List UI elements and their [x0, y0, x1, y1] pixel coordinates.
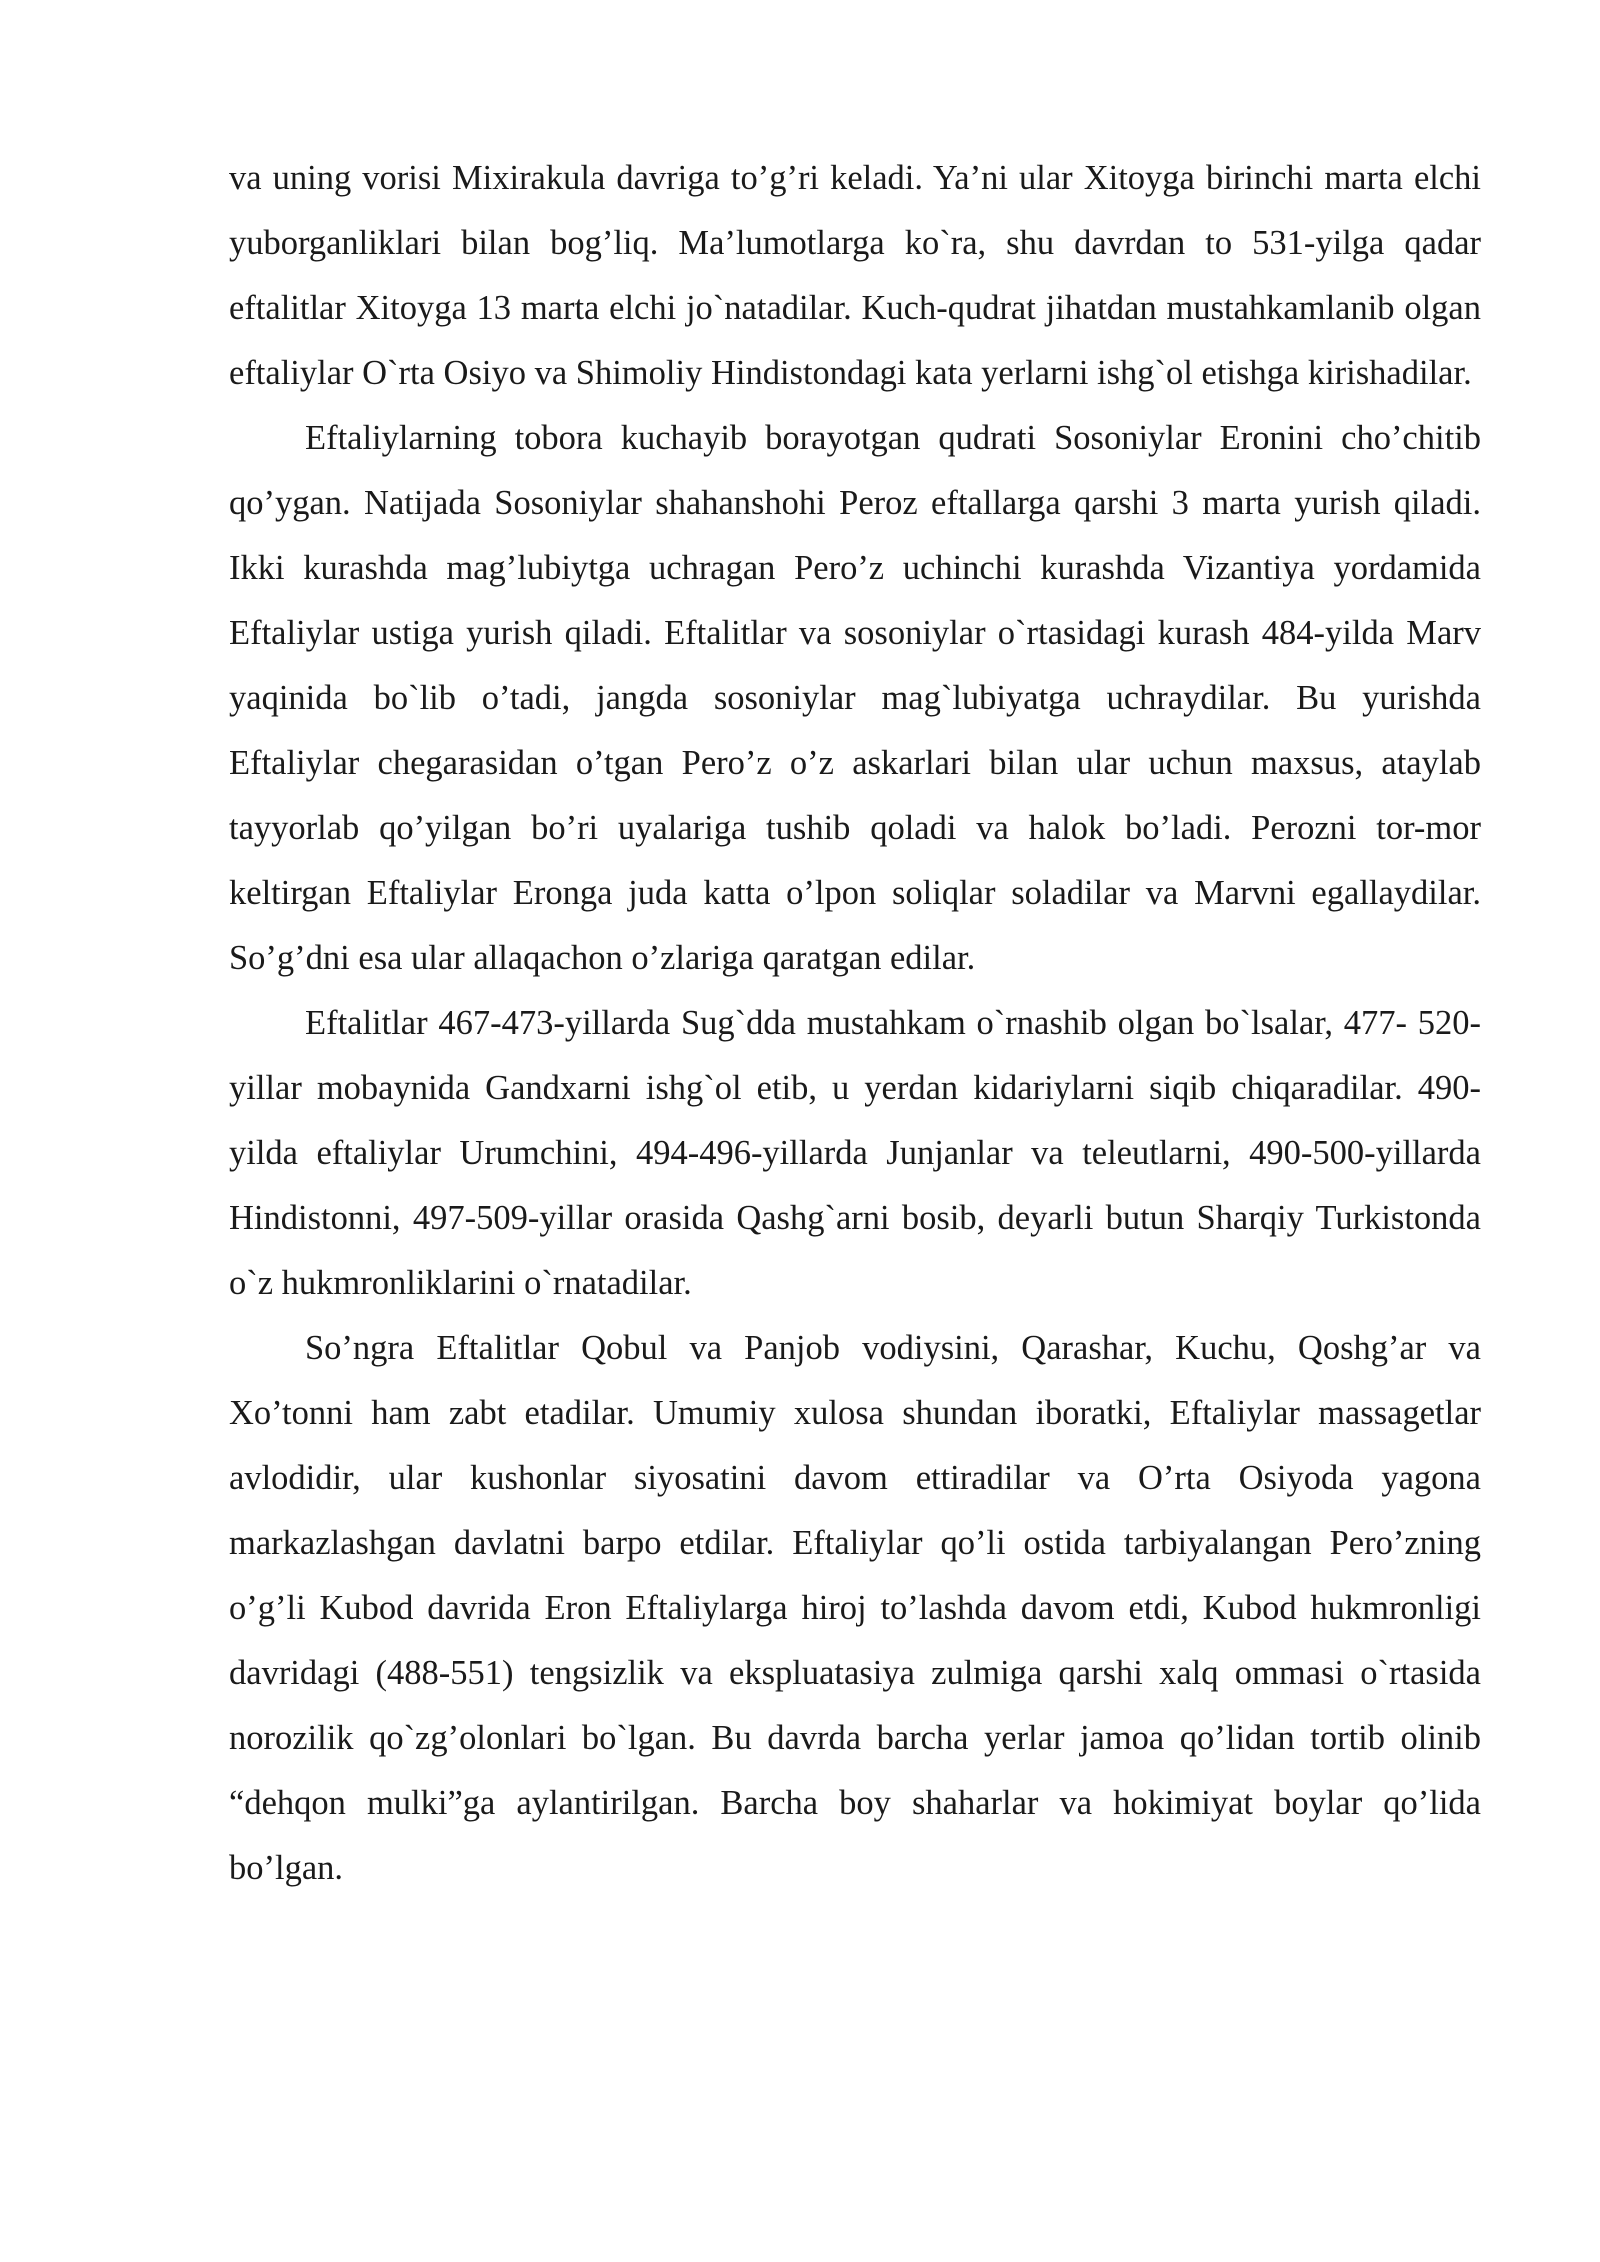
- paragraph-3: Eftalitlar 467-473-yillarda Sug`dda mustahkam o`rnashib olgan bo`lsalar, 477- 520-yillar mobaynida Gandxarni ishg`ol etib, u yerdan kidariylarni siqib chiqaradilar. 490-yilda eftaliylar Urumchini, 494-496-yillarda Junjanlar va teleutlarni, 490-500-yillarda Hindistonni, 497-509-yillar orasida Qashg`arni bosib, deyarli butun Sharqiy Turkistonda o`z hukmronliklarini o`rnatadilar.: [229, 1004, 1481, 1302]
- paragraph-4: So’ngra Eftalitlar Qobul va Panjob vodiysini, Qarashar, Kuchu, Qoshg’ar va Xo’tonni ham zabt etadilar. Umumiy xulosa shundan iboratki, Eftaliylar massagetlar avlodidir, ular kushonlar siyosatini davom ettiradilar va O’rta Osiyoda yagona markazlashgan davlatni barpo etdilar. Eftaliylar qo’li ostida tarbiyalangan Pero’zning o’g’li Kubod davrida Eron Eftaliylarga hiroj to’lashda davom etdi, Kubod hukmronligi davridagi (488-551) tengsizlik va ekspluatasiya zulmiga qarshi xalq ommasi o`rtasida norozilik qo`zg’olonlari bo`lgan. Bu davrda barcha yerlar jamoa qo’lidan tortib olinib “dehqon mulki”ga aylantirilgan. Barcha boy shaharlar va hokimiyat boylar qo’lida bo’lgan.: [229, 1329, 1481, 1887]
- body-text: [229, 146, 1481, 1901]
- paragraph-2: Eftaliylarning tobora kuchayib borayotgan qudrati Sosoniylar Eronini cho’chitib qo’ygan. Natijada Sosoniylar shahanshohi Peroz eftallarga qarshi 3 marta yurish qiladi. Ikki kurashda mag’lubiytga uchragan Pero’z uchinchi kurashda Vizantiya yordamida Eftaliylar ustiga yurish qiladi. Eftalitlar va sosoniylar o`rtasidagi kurash 484-yilda Marv yaqinida bo`lib o’tadi, jangda sosoniylar mag`lubiyatga uchraydilar. Bu yurishda Eftaliylar chegarasidan o’tgan Pero’z o’z askarlari bilan ular uchun maxsus, ataylab tayyorlab qo’yilgan bo’ri uyalariga tushib qoladi va halok bo’ladi. Perozni tor-mor keltirgan Eftaliylar Eronga juda katta o’lpon soliqlar soladilar va Marvni egallaydilar. So’g’dni esa ular allaqachon o’zlariga qaratgan edilar.: [229, 419, 1481, 977]
- paragraph-1: va uning vorisi Mixirakula davriga to’g’ri keladi. Ya’ni ular Xitoyga birinchi marta elchi yuborganliklari bilan bog’liq. Ma’lumotlarga ko`ra, shu davrdan to 531-yilga qadar eftalitlar Xitoyga 13 marta elchi jo`natadilar. Kuch-qudrat jihatdan mustahkamlanib olgan eftaliylar O`rta Osiyo va Shimoliy Hindistondagi kata yerlarni ishg`ol etishga kirishadilar.: [229, 159, 1481, 392]
